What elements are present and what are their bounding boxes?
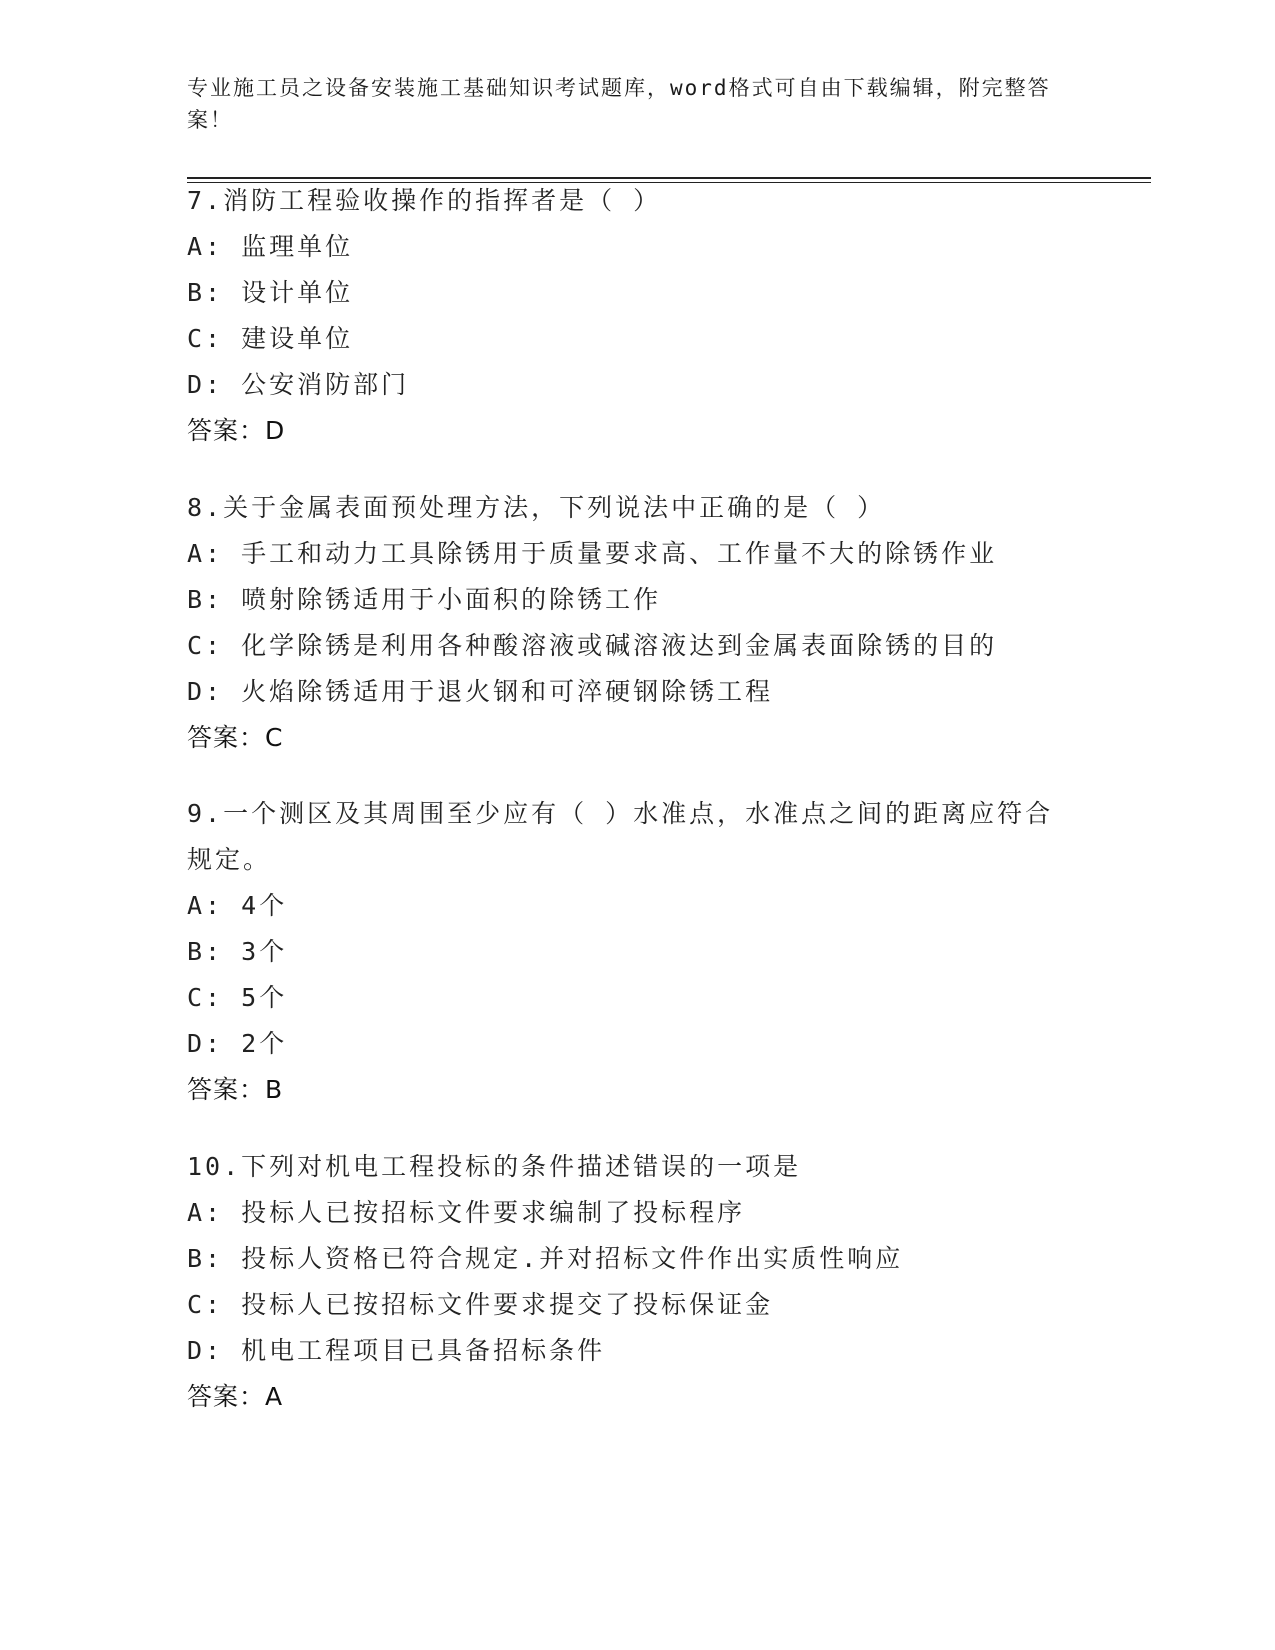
question-stem: 7.消防工程验收操作的指挥者是（ ） bbox=[187, 186, 662, 215]
option-c: C: 5个 bbox=[187, 983, 288, 1012]
option-b: B: 喷射除锈适用于小面积的除锈工作 bbox=[187, 585, 662, 614]
option-b: B: 投标人资格已符合规定.并对招标文件作出实质性响应 bbox=[187, 1244, 904, 1273]
option-c: C: 投标人已按招标文件要求提交了投标保证金 bbox=[187, 1290, 774, 1319]
option-a: A: 投标人已按招标文件要求编制了投标程序 bbox=[187, 1198, 746, 1227]
answer-line: 答案：B bbox=[187, 1075, 284, 1104]
option-b: B: 3个 bbox=[187, 937, 288, 966]
question-7 bbox=[187, 178, 1087, 454]
answer-line: 答案：D bbox=[187, 416, 286, 445]
option-d: D: 公安消防部门 bbox=[187, 370, 410, 399]
option-a: A: 监理单位 bbox=[187, 232, 354, 261]
option-c: C: 化学除锈是利用各种酸溶液或碱溶液达到金属表面除锈的目的 bbox=[187, 631, 998, 660]
question-9 bbox=[187, 791, 1087, 1113]
question-stem: 9.一个测区及其周围至少应有（ ）水准点，水准点之间的距离应符合规定。 bbox=[187, 799, 1054, 874]
option-d: D: 机电工程项目已具备招标条件 bbox=[187, 1336, 606, 1365]
option-b: B: 设计单位 bbox=[187, 278, 354, 307]
document-intro: 专业施工员之设备安装施工基础知识考试题库，word格式可自由下载编辑，附完整答案！ bbox=[187, 76, 1051, 132]
question-10 bbox=[187, 1144, 1087, 1420]
option-d: D: 2个 bbox=[187, 1029, 288, 1058]
option-a: A: 4个 bbox=[187, 891, 288, 920]
answer-line: 答案：C bbox=[187, 723, 284, 752]
question-stem: 8.关于金属表面预处理方法，下列说法中正确的是（ ） bbox=[187, 493, 886, 522]
option-c: C: 建设单位 bbox=[187, 324, 354, 353]
question-8 bbox=[187, 485, 1087, 761]
answer-line: 答案：A bbox=[187, 1382, 284, 1411]
option-d: D: 火焰除锈适用于退火钢和可淬硬钢除锈工程 bbox=[187, 677, 774, 706]
option-a: A: 手工和动力工具除锈用于质量要求高、工作量不大的除锈作业 bbox=[187, 539, 998, 568]
question-stem: 10.下列对机电工程投标的条件描述错误的一项是 bbox=[187, 1152, 802, 1181]
